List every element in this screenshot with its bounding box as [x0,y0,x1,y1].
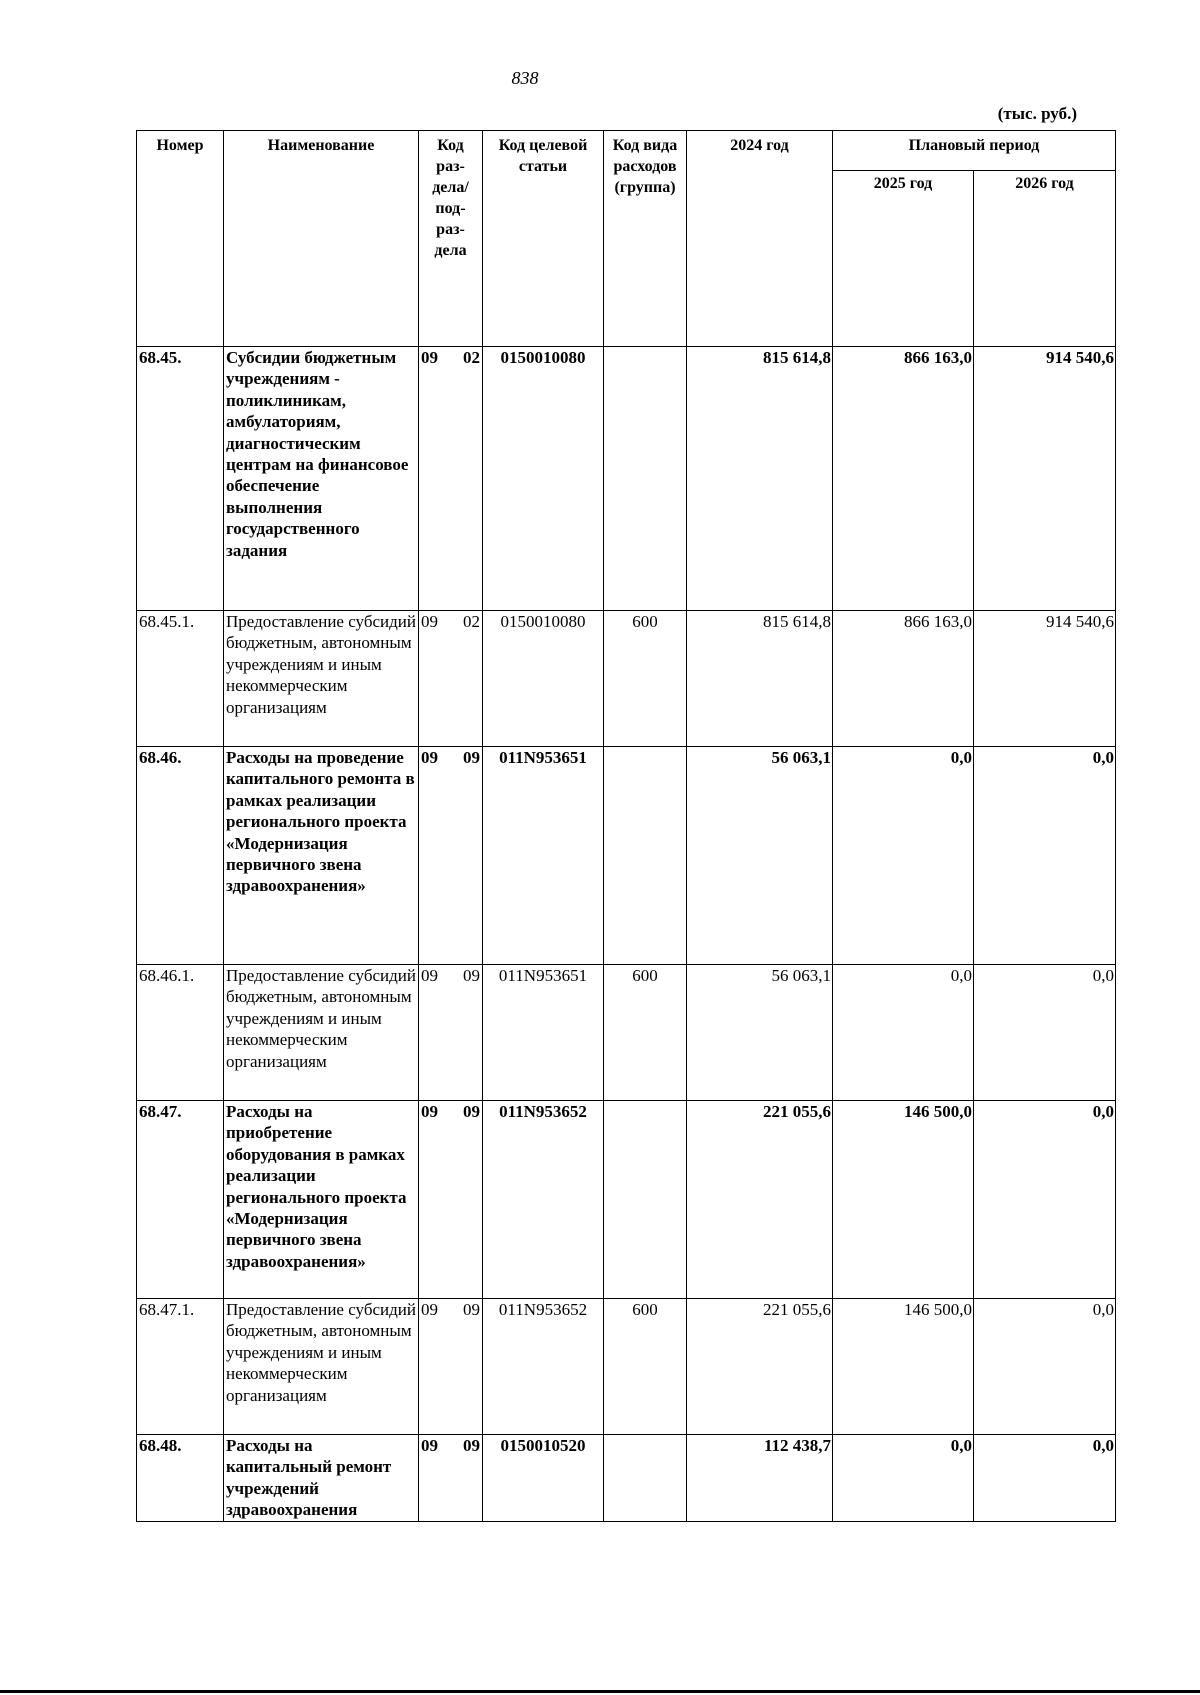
row-section-code [419,611,483,747]
row-expense-type [604,1435,687,1522]
table-row [137,965,1116,1101]
header-expense-type: Код вида расходов (группа) [604,131,687,347]
row-number: 68.47.1. [137,1299,224,1435]
row-2026: 0,0 [974,1101,1116,1299]
row-section: 09 [421,612,438,631]
row-target: 011N953652 [483,1101,604,1299]
row-2026: 0,0 [974,747,1116,965]
row-section: 09 [421,348,438,367]
row-number: 68.45.1. [137,611,224,747]
row-section: 09 [421,1436,438,1455]
row-target: 0150010520 [483,1435,604,1522]
scan-bottom-edge [0,1690,1200,1693]
row-name: Предоставление субсидий бюджетным, автономным учреждениям и иным некоммерческим организациям [224,1299,419,1435]
row-2026: 0,0 [974,1435,1116,1522]
row-2024: 815 614,8 [687,611,833,747]
row-number: 68.45. [137,347,224,611]
row-section-code [419,1435,483,1522]
row-2025: 866 163,0 [833,347,974,611]
row-2024: 112 438,7 [687,1435,833,1522]
row-name: Расходы на приобретение оборудования в рамках реализации регионального проекта «Модернизация первичного звена здравоохранения» [224,1101,419,1299]
row-2024: 56 063,1 [687,965,833,1101]
row-expense-type [604,347,687,611]
row-2026: 914 540,6 [974,347,1116,611]
header-name: Наименование [224,131,419,347]
header-number: Номер [137,131,224,347]
budget-table [136,130,1116,1522]
row-subsection: 09 [463,1102,480,1121]
row-target: 0150010080 [483,611,604,747]
table-row [137,1299,1116,1435]
row-name: Предоставление субсидий бюджетным, автономным учреждениям и иным некоммерческим организациям [224,965,419,1101]
row-2025: 146 500,0 [833,1101,974,1299]
row-subsection: 09 [463,1300,480,1319]
row-2025: 866 163,0 [833,611,974,747]
row-number: 68.46.1. [137,965,224,1101]
row-target: 011N953651 [483,747,604,965]
header-section: Код раз-дела/ под-раз-дела [419,131,483,347]
row-section-code [419,347,483,611]
row-name: Предоставление субсидий бюджетным, автономным учреждениям и иным некоммерческим организациям [224,611,419,747]
header-2025: 2025 год [833,171,974,347]
table-row [137,1435,1116,1522]
row-target: 011N953651 [483,965,604,1101]
row-name: Расходы на проведение капитального ремонта в рамках реализации регионального проекта «Модернизация первичного звена здравоохранения» [224,747,419,965]
table-row [137,347,1116,611]
row-number: 68.46. [137,747,224,965]
row-subsection: 02 [463,348,480,367]
row-2024: 221 055,6 [687,1101,833,1299]
page-number: 838 [511,68,539,88]
row-expense-type: 600 [604,965,687,1101]
row-section-code [419,747,483,965]
row-section-code [419,1299,483,1435]
row-expense-type: 600 [604,1299,687,1435]
row-section-code [419,965,483,1101]
header-target: Код целевой статьи [483,131,604,347]
header-planning-period: Плановый период [833,131,1116,171]
row-section: 09 [421,1102,438,1121]
row-2025: 0,0 [833,1435,974,1522]
header-2026: 2026 год [974,171,1116,347]
row-expense-type [604,1101,687,1299]
row-section-code [419,1101,483,1299]
row-2026: 0,0 [974,965,1116,1101]
row-section: 09 [421,1300,438,1319]
row-2025: 146 500,0 [833,1299,974,1435]
row-expense-type [604,747,687,965]
row-name: Субсидии бюджетным учреждениям - поликлиникам, амбулаториям, диагностическим центрам на финансовое обеспечение выполнения государственного задания [224,347,419,611]
row-2024: 221 055,6 [687,1299,833,1435]
header-2024: 2024 год [687,131,833,347]
row-2026: 0,0 [974,1299,1116,1435]
row-number: 68.47. [137,1101,224,1299]
units-label: (тыс. руб.) [997,104,1077,123]
row-subsection: 09 [463,1436,480,1455]
row-2026: 914 540,6 [974,611,1116,747]
row-target: 0150010080 [483,347,604,611]
row-target: 011N953652 [483,1299,604,1435]
row-section: 09 [421,748,438,767]
row-subsection: 02 [463,612,480,631]
row-subsection: 09 [463,748,480,767]
table-row [137,747,1116,965]
row-2024: 56 063,1 [687,747,833,965]
row-2024: 815 614,8 [687,347,833,611]
row-name: Расходы на капитальный ремонт учреждений здравоохранения [224,1435,419,1522]
table-row [137,1101,1116,1299]
row-2025: 0,0 [833,965,974,1101]
table-row [137,611,1116,747]
row-subsection: 09 [463,966,480,985]
row-2025: 0,0 [833,747,974,965]
row-section: 09 [421,966,438,985]
row-number: 68.48. [137,1435,224,1522]
row-expense-type: 600 [604,611,687,747]
